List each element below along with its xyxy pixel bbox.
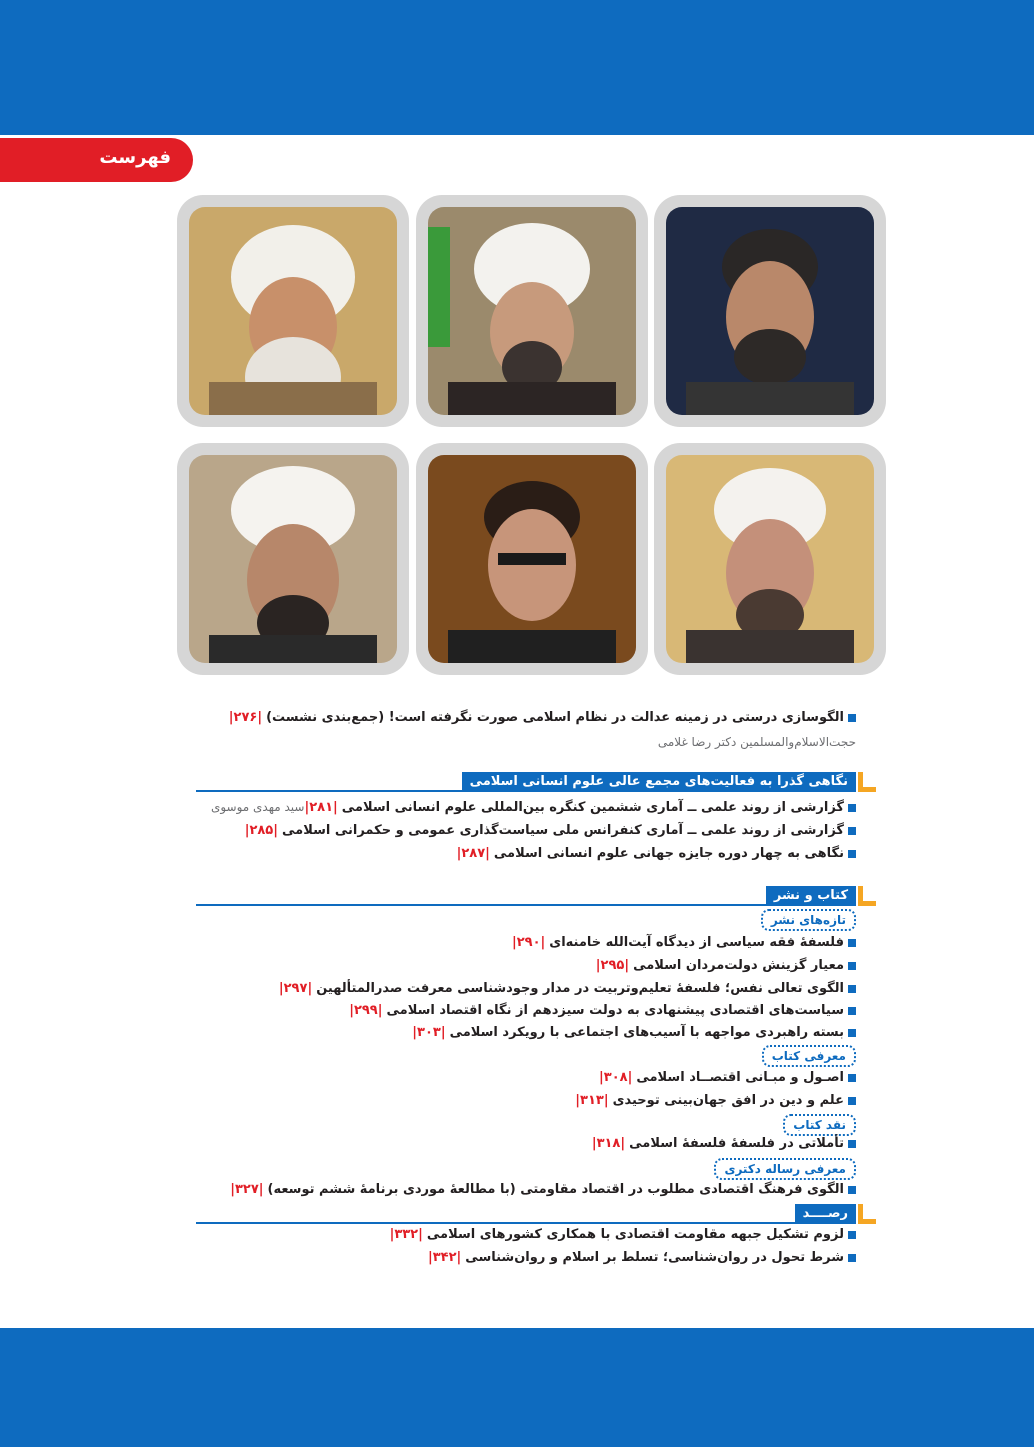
page-number: |۲۷۶|: [228, 710, 263, 725]
toc-entry[interactable]: [428, 1250, 856, 1265]
portrait-image: [666, 207, 874, 415]
bullet-icon: [848, 1231, 856, 1239]
photo-2: [416, 195, 648, 427]
toc-entry-intro[interactable]: [229, 710, 856, 725]
contents-tab-label: فهرست: [99, 147, 171, 168]
entry-title: سیاست‌های اقتصادی پیشنهادی به دولت سیزدهم از نگاه اقتصاد اسلامی: [386, 1003, 844, 1018]
page-number: |۲۸۵|: [244, 823, 278, 838]
subsection-book-review: نقد کتاب: [783, 1114, 856, 1136]
toc-entry[interactable]: [245, 823, 856, 838]
toc-entry[interactable]: [390, 1227, 856, 1242]
toc-entry[interactable]: [575, 1093, 856, 1108]
portrait-image: [189, 207, 397, 415]
bullet-icon: [848, 827, 856, 835]
entry-title: بسته راهبردی مواجهه با آسیب‌های اجتماعی با رویکرد اسلامی: [449, 1025, 844, 1040]
photo-1: [177, 195, 409, 427]
bullet-icon: [848, 1074, 856, 1082]
page-number: |۲۹۷|: [278, 981, 313, 996]
page-number: |۲۹۹|: [349, 1003, 383, 1018]
photo-5: [416, 443, 648, 675]
subsection-new-releases: تازه‌های نشر: [761, 909, 856, 931]
entry-title: شرط تحول در روان‌شناسی؛ تسلط بر اسلام و روان‌شناسی: [465, 1250, 844, 1265]
photo-4: [177, 443, 409, 675]
entry-title: الگوی تعالی نفس؛ فلسفهٔ تعلیم‌وتربیت در مدار وجودشناسی معرفت صدرالمتألهین: [316, 981, 844, 996]
top-banner: [0, 0, 1034, 135]
section-corner-icon: [858, 1204, 876, 1224]
section-title: کتاب و نشر: [766, 886, 856, 905]
entry-title: لزوم تشکیل جبهه مقاومت اقتصادی با همکاری کشورهای اسلامی: [426, 1227, 844, 1242]
page-number: |۲۹۵|: [595, 958, 630, 973]
toc-entry[interactable]: [596, 958, 856, 973]
toc-entry[interactable]: [211, 800, 856, 815]
portrait-image: [189, 455, 397, 663]
entry-title: نگاهی به چهار دوره جایزه جهانی علوم انسانی اسلامی: [493, 846, 844, 861]
entry-author: سید مهدی موسوی: [210, 800, 305, 814]
entry-title: الگوی فرهنگ اقتصادی مطلوب در اقتصاد مقاومتی (با مطالعهٔ موردی برنامهٔ ششم توسعه): [267, 1182, 844, 1197]
page-number: |۳۲۷|: [230, 1182, 264, 1197]
bullet-icon: [848, 985, 856, 993]
toc-entry[interactable]: [457, 846, 856, 861]
bottom-banner: [0, 1328, 1034, 1447]
bullet-icon: [848, 1097, 856, 1105]
section-title: رصــــد: [795, 1204, 856, 1223]
section-corner-icon: [858, 886, 876, 906]
subsection-dissertation: معرفی رساله دکتری: [714, 1158, 856, 1180]
photo-3: [654, 195, 886, 427]
photo-6: [654, 443, 886, 675]
entry-title: تأملاتی در فلسفهٔ فلسفهٔ اسلامی: [629, 1136, 844, 1151]
page-number: |۳۰۸|: [599, 1070, 633, 1085]
toc-entry[interactable]: [512, 935, 856, 950]
section-corner-icon: [858, 772, 876, 792]
portrait-image: [428, 207, 636, 415]
page-number: |۳۴۲|: [427, 1250, 462, 1265]
bullet-icon: [848, 1029, 856, 1037]
toc-entry[interactable]: [592, 1136, 856, 1151]
bullet-icon: [848, 804, 856, 812]
page-number: |۳۱۸|: [591, 1136, 626, 1151]
portrait-image: [666, 455, 874, 663]
page-number: |۲۸۷|: [456, 846, 490, 861]
intro-author: حجت‌الاسلام‌والمسلمین دکتر رضا غلامی: [657, 735, 856, 749]
page-number: |۳۳۲|: [389, 1227, 423, 1242]
toc-entry[interactable]: [279, 981, 856, 996]
toc-entry[interactable]: [349, 1003, 856, 1018]
bullet-icon: [848, 1254, 856, 1262]
page-number: |۳۱۳|: [575, 1093, 609, 1108]
section-header-s3: [196, 1204, 876, 1224]
toc-entry[interactable]: [412, 1025, 856, 1040]
bullet-icon: [848, 714, 856, 722]
entry-title: گزارشی از روند علمی ــ آماری کنفرانس ملی سیاست‌گذاری عمومی و حکمرانی اسلامی: [282, 823, 844, 838]
page-number: |۲۹۰|: [511, 935, 546, 950]
bullet-icon: [848, 1186, 856, 1194]
page-number: |۲۸۱|: [304, 800, 338, 815]
section-header-s2: [196, 886, 876, 906]
entry-title: گزارشی از روند علمی ــ آماری ششمین کنگره بین‌المللی علوم انسانی اسلامی: [341, 800, 844, 815]
bullet-icon: [848, 1007, 856, 1015]
subsection-book-intro: معرفی کتاب: [762, 1045, 856, 1067]
entry-title: معیار گزینش دولت‌مردان اسلامی: [633, 958, 844, 973]
entry-title: فلسفهٔ فقه سیاسی از دیدگاه آیت‌الله خامنه‌ای: [549, 935, 844, 950]
bullet-icon: [848, 939, 856, 947]
entry-title: علم و دین در افق جهان‌بینی توحیدی: [612, 1093, 844, 1108]
entry-title: اصـول و مبـانی اقتصــاد اسلامی: [636, 1070, 844, 1085]
bullet-icon: [848, 850, 856, 858]
toc-entry[interactable]: [230, 1182, 856, 1197]
portrait-image: [428, 455, 636, 663]
page-number: |۳۰۳|: [412, 1025, 446, 1040]
section-header-s1: [196, 772, 876, 792]
bullet-icon: [848, 962, 856, 970]
contents-tab: [0, 138, 193, 182]
section-title: نگاهی گذرا به فعالیت‌های مجمع عالی علوم انسانی اسلامی: [462, 772, 856, 791]
bullet-icon: [848, 1140, 856, 1148]
toc-entry[interactable]: [599, 1070, 856, 1085]
entry-title: الگوسازی درستی در زمینه عدالت در نظام اسلامی صورت نگرفته است! (جمع‌بندی نشست): [266, 710, 844, 725]
